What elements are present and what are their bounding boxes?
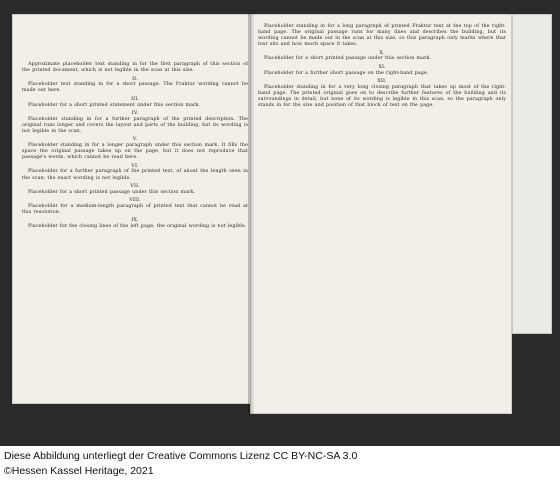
- section-numeral: III.: [131, 95, 139, 102]
- paragraph: Placeholder standing in for a very long closing paragraph that takes up most of the right-hand page. The printed original goes on to describe further features of the building and its surroundings in detail, but none of its wording is legible in this scan, so the paragraph only stands in for the size and position of that block of text on the page.: [258, 84, 506, 109]
- next-page-edge: [512, 14, 552, 334]
- paragraph: Placeholder for a short printed statement under this section mark.: [28, 102, 201, 108]
- paragraph: Placeholder standing in for a longer paragraph under this section mark. It fills the space the original passage takes up on the page, but it does not reproduce that passage's words, which cannot be read here.: [22, 143, 248, 161]
- left-page-text: [22, 62, 248, 232]
- paragraph: Placeholder standing in for a further paragraph of the printed description. The original runs longer and covers the layout and parts of the building, but its wording is not legible in the scan.: [22, 116, 248, 134]
- section-numeral: IX.: [131, 217, 139, 224]
- license-footer: [0, 446, 560, 480]
- paragraph: Placeholder text standing in for a short passage. The Fraktur wording cannot be made out here.: [22, 82, 248, 94]
- license-text: Diese Abbildung unterliegt der Creative Commons Lizenz CC BY-NC-SA 3.0: [4, 450, 358, 462]
- paragraph: Placeholder for the closing lines of the left page; the original wording is not legible.: [28, 224, 247, 230]
- paragraph: Placeholder for a medium-length paragraph of printed text that cannot be read at this resolution.: [22, 203, 248, 215]
- section-numeral: VIII.: [129, 197, 141, 204]
- copyright-text: ©Hessen Kassel Heritage, 2021: [4, 465, 154, 477]
- section-numeral: II.: [132, 75, 138, 82]
- right-page-text: [258, 24, 506, 111]
- paragraph: Placeholder for a further paragraph of the printed text, of about the length seen in the scan; the exact wording is not legible.: [22, 169, 248, 181]
- paragraph: Placeholder for a further short passage on the right-hand page.: [264, 70, 429, 76]
- section-numeral: XII.: [377, 78, 387, 85]
- paragraph: Placeholder for a short printed passage under this section mark.: [264, 56, 432, 62]
- paragraph: Approximate placeholder text standing in for the first paragraph of this section of the printed document, which is not legible in the scan at this size.: [22, 62, 248, 74]
- section-numeral: VI.: [131, 162, 139, 169]
- section-numeral: IV.: [131, 110, 139, 117]
- paragraph: Placeholder for a short printed passage under this section mark.: [28, 189, 196, 195]
- book-fold: [248, 14, 254, 414]
- section-numeral: V.: [132, 136, 138, 143]
- paragraph: Placeholder standing in for a long paragraph of printed Fraktur text at the top of the right-hand page. The original passage runs for many lines and describes the building, but its wording cannot be made out in the scan at this size, so this paragraph only marks where that text sits and how much space it takes.: [258, 24, 506, 48]
- section-numeral: X.: [379, 49, 385, 56]
- section-numeral: VII.: [130, 183, 140, 189]
- section-numeral: XI.: [378, 63, 386, 70]
